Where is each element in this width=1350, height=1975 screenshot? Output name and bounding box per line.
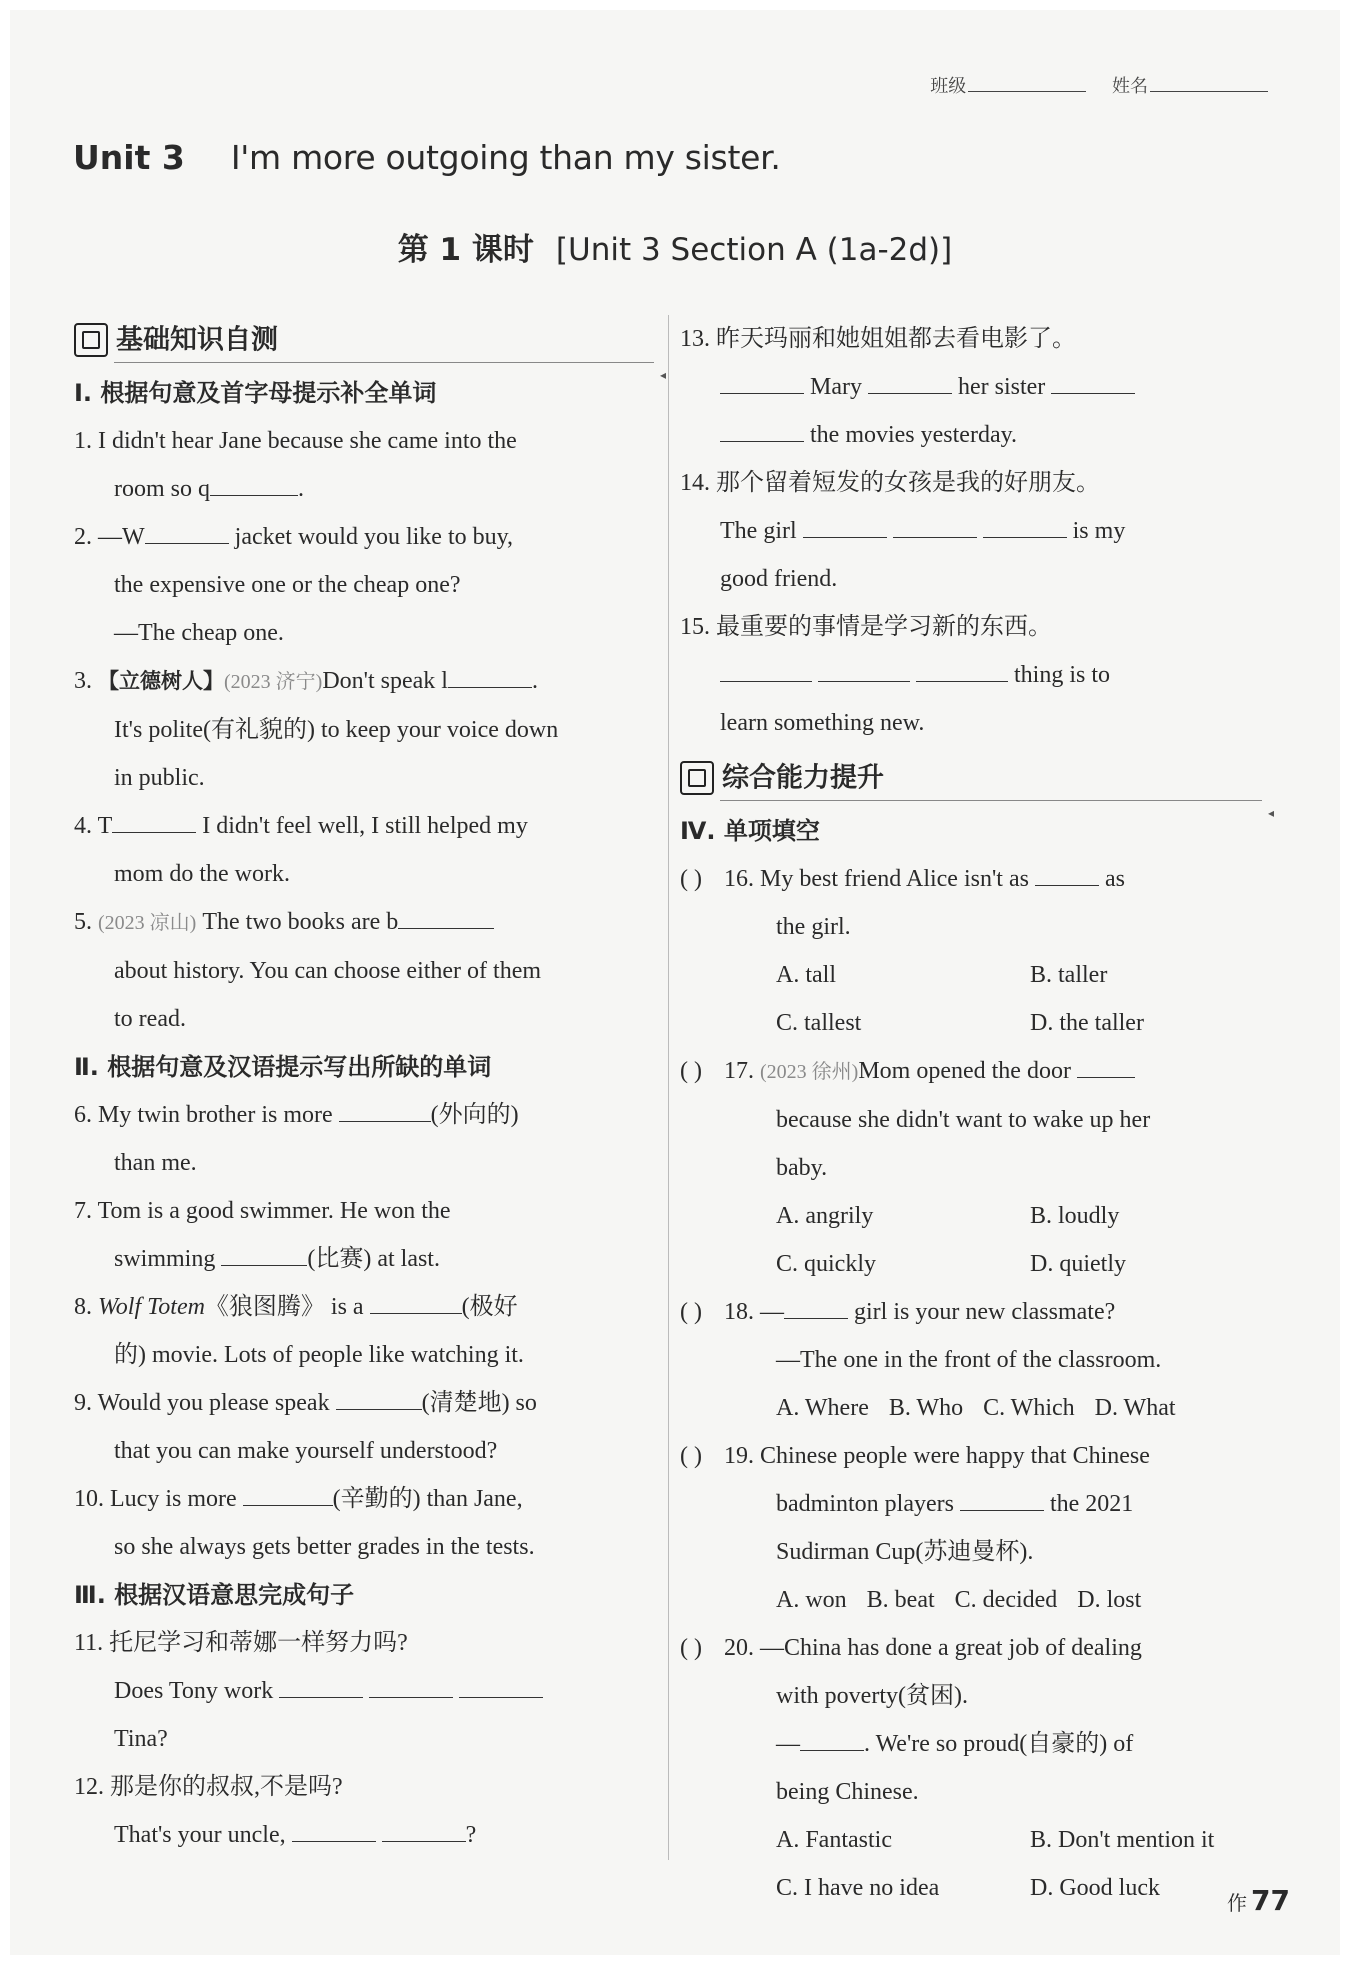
answer-blank[interactable] [398, 902, 494, 929]
answer-blank[interactable] [720, 367, 804, 394]
answer-paren[interactable]: ( ) [680, 866, 702, 892]
answer-blank[interactable] [1035, 859, 1099, 886]
question-10 [74, 1475, 664, 1571]
page-prefix: 作 [1227, 1891, 1248, 1915]
part-2-title: Ⅱ. 根据句意及汉语提示写出所缺的单词 [74, 1053, 492, 1081]
section-rule [114, 362, 654, 363]
q8-hint: (极好 [461, 1294, 518, 1320]
section-icon [680, 761, 714, 795]
question-16 [680, 855, 1272, 1047]
q3-line-3: in public. [114, 765, 205, 791]
q1-end: . [298, 476, 304, 502]
q2-line-2: the expensive one or the cheap one? [114, 572, 461, 598]
option-c[interactable]: C. I have no idea [776, 1875, 940, 1901]
q6-hint: (外向的) [430, 1102, 519, 1128]
option-d[interactable]: D. quietly [1030, 1251, 1126, 1277]
question-20 [680, 1624, 1272, 1912]
question-5 [74, 898, 664, 1043]
question-3 [74, 657, 664, 802]
answer-blank[interactable] [893, 511, 977, 538]
q2-start: 2. —W [74, 524, 145, 550]
q11-prompt: 11. 托尼学习和蒂娜一样努力吗? [74, 1630, 408, 1656]
q16-line-2: the girl. [776, 914, 851, 940]
q2-answer: —The cheap one. [114, 620, 284, 646]
answer-blank[interactable] [448, 661, 532, 688]
q14-prompt: 14. 那个留着短发的女孩是我的好朋友。 [680, 470, 1100, 496]
answer-blank[interactable] [983, 511, 1067, 538]
option-d[interactable]: D. the taller [1030, 1010, 1144, 1036]
q12-text: That's your uncle, [114, 1822, 286, 1848]
question-11 [74, 1619, 664, 1763]
section-advanced-title: 综合能力提升 [722, 762, 884, 794]
answer-paren[interactable]: ( ) [680, 1058, 702, 1084]
section-basic-title: 基础知识自测 [116, 324, 278, 356]
answer-blank[interactable] [210, 469, 298, 496]
answer-blank[interactable] [868, 367, 952, 394]
answer-paren[interactable]: ( ) [680, 1635, 702, 1661]
worksheet-page [10, 10, 1340, 1955]
question-4 [74, 802, 664, 898]
lesson-heading [10, 224, 1340, 269]
option-b[interactable]: B. taller [1030, 962, 1108, 988]
q13-prompt: 13. 昨天玛丽和她姐姐都去看电影了。 [680, 326, 1076, 352]
answer-blank[interactable] [370, 1287, 462, 1314]
q15-line-3: learn something new. [720, 710, 925, 736]
q11-line-3: Tina? [114, 1726, 168, 1752]
option-d[interactable]: D. What [1094, 1395, 1176, 1421]
q16-text-2: as [1104, 866, 1125, 892]
section-rule [720, 800, 1262, 801]
q15-text: thing is to [1014, 662, 1111, 688]
q5-num: 5. [74, 909, 98, 935]
q14-text: The girl [720, 518, 797, 544]
option-c[interactable]: C. tallest [776, 1010, 862, 1036]
q7-hint: (比赛) at last. [307, 1246, 440, 1272]
section-basic-header [74, 315, 664, 365]
q12-end: ? [465, 1822, 477, 1848]
class-label: 班级 [930, 76, 967, 97]
question-18 [680, 1288, 1272, 1432]
answer-blank[interactable] [221, 1239, 307, 1266]
q12-prompt: 12. 那是你的叔叔,不是吗? [74, 1774, 343, 1800]
q18-start: 18. — [724, 1299, 784, 1325]
option-a[interactable]: A. won [776, 1587, 847, 1613]
question-7 [74, 1187, 664, 1283]
question-12 [74, 1763, 664, 1859]
q6-text: 6. My twin brother is more [74, 1102, 333, 1128]
q5-line-3: to read. [114, 1006, 186, 1032]
unit-label: Unit 3 [73, 138, 185, 177]
q5-text: The two books are b [196, 909, 399, 935]
answer-blank[interactable] [916, 655, 1008, 682]
option-d[interactable]: D. Good luck [1030, 1875, 1160, 1901]
q17-line-2: because she didn't want to wake up her [776, 1107, 1151, 1133]
q17-num: 17. [724, 1058, 760, 1084]
answer-blank[interactable] [960, 1484, 1044, 1511]
page-number-value: 77 [1251, 1884, 1290, 1917]
q9-line-2: that you can make yourself understood? [114, 1438, 498, 1464]
q17-source: (2023 徐州) [760, 1061, 859, 1083]
option-d[interactable]: D. lost [1077, 1587, 1142, 1613]
q1-line-1: 1. I didn't hear Jane because she came into the [74, 428, 517, 454]
option-c[interactable]: C. decided [954, 1587, 1058, 1613]
option-c[interactable]: C. quickly [776, 1251, 876, 1277]
q7-text: swimming [114, 1246, 216, 1272]
q1-text: room so q [114, 476, 210, 502]
q20-line-2: with poverty(贫困). [776, 1683, 968, 1709]
answer-blank[interactable] [279, 1671, 363, 1698]
answer-blank[interactable] [292, 1815, 376, 1842]
q18-text: girl is your new classmate? [854, 1299, 1116, 1325]
option-b[interactable]: B. Don't mention it [1030, 1827, 1215, 1853]
option-b[interactable]: B. Who [888, 1395, 964, 1421]
lesson-label: 第 1 课时 [397, 232, 534, 268]
question-1 [74, 417, 664, 513]
answer-blank[interactable] [112, 806, 196, 833]
question-17 [680, 1047, 1272, 1288]
part-3-title: Ⅲ. 根据汉语意思完成句子 [74, 1581, 355, 1609]
q7-line-1: 7. Tom is a good swimmer. He won the [74, 1198, 451, 1224]
q20-line-4: being Chinese. [776, 1779, 919, 1805]
q4-start: 4. T [74, 813, 113, 839]
question-8 [74, 1283, 664, 1379]
q18-line-2: —The one in the front of the classroom. [776, 1347, 1162, 1373]
q19-line-3: Sudirman Cup(苏迪曼杯). [776, 1539, 1034, 1565]
q8-text: 《狼图腾》 is a [204, 1294, 364, 1320]
q4-rest: I didn't feel well, I still helped my [196, 813, 528, 839]
q20-text: 20. —China has done a great job of dealing [724, 1635, 1142, 1661]
q8-num: 8. [74, 1294, 98, 1320]
q8-title: Wolf Totem [98, 1294, 205, 1320]
q4-line-2: mom do the work. [114, 861, 290, 887]
q3-text: Don't speak l [322, 668, 448, 694]
student-info-header [930, 72, 1268, 98]
answer-blank[interactable] [336, 1383, 422, 1410]
q10-hint: (辛勤的) than Jane, [332, 1486, 523, 1512]
question-19 [680, 1432, 1272, 1624]
q2-rest: jacket would you like to buy, [228, 524, 514, 550]
answer-paren[interactable]: ( ) [680, 1443, 702, 1469]
q8-line-2: 的) movie. Lots of people like watching it. [114, 1342, 524, 1368]
q9-hint: (清楚地) so [421, 1390, 537, 1416]
answer-blank[interactable] [800, 1724, 864, 1751]
answer-paren[interactable]: ( ) [680, 1299, 702, 1325]
q16-text: 16. My best friend Alice isn't as [724, 866, 1029, 892]
right-column [680, 315, 1272, 1912]
q3-end: . [531, 668, 538, 694]
q13-text-3: the movies yesterday. [810, 422, 1018, 448]
question-6 [74, 1091, 664, 1187]
unit-heading [73, 138, 781, 177]
q3-line-2: It's polite(有礼貌的) to keep your voice down [114, 717, 559, 743]
question-2 [74, 513, 664, 657]
q15-prompt: 15. 最重要的事情是学习新的东西。 [680, 614, 1052, 640]
part-4-title: Ⅳ. 单项填空 [680, 817, 820, 845]
q3-source: (2023 济宁) [224, 671, 323, 693]
q11-text: Does Tony work [114, 1678, 274, 1704]
q20-text-3: . We're so proud(自豪的) of [864, 1731, 1134, 1757]
q19-text-2: badminton players [776, 1491, 954, 1517]
class-field[interactable] [968, 91, 1086, 92]
q10-line-2: so she always gets better grades in the tests. [114, 1534, 535, 1560]
q17-line-3: baby. [776, 1155, 828, 1181]
left-column [74, 315, 664, 1859]
answer-blank[interactable] [1077, 1051, 1135, 1078]
answer-blank[interactable] [803, 511, 887, 538]
q6-line-2: than me. [114, 1150, 197, 1176]
answer-blank[interactable] [784, 1292, 848, 1319]
question-9 [74, 1379, 664, 1475]
option-c[interactable]: C. Which [983, 1395, 1075, 1421]
answer-blank[interactable] [818, 655, 910, 682]
q14-text-2: is my [1072, 518, 1126, 544]
q10-text: 10. Lucy is more [74, 1486, 237, 1512]
answer-blank[interactable] [369, 1671, 453, 1698]
q13-text-2: her sister [957, 374, 1046, 400]
question-14 [680, 459, 1272, 603]
q3-num: 3. [74, 668, 98, 694]
section-icon [74, 323, 108, 357]
unit-title: I'm more outgoing than my sister. [230, 138, 781, 177]
answer-blank[interactable] [382, 1815, 466, 1842]
answer-blank[interactable] [720, 655, 812, 682]
option-b[interactable]: B. loudly [1030, 1203, 1120, 1229]
answer-blank[interactable] [1051, 367, 1135, 394]
option-b[interactable]: B. beat [866, 1587, 935, 1613]
q5-source: (2023 凉山) [98, 912, 197, 934]
column-divider [668, 315, 669, 1860]
option-a[interactable]: A. Where [776, 1395, 869, 1421]
q19-text-3: the 2021 [1049, 1491, 1134, 1517]
name-field[interactable] [1150, 91, 1268, 92]
question-15 [680, 603, 1272, 747]
q9-text: 9. Would you please speak [74, 1390, 330, 1416]
option-a[interactable]: A. angrily [776, 1203, 874, 1229]
answer-blank[interactable] [145, 517, 229, 544]
name-label: 姓名 [1112, 76, 1148, 97]
option-a[interactable]: A. tall [776, 962, 836, 988]
answer-blank[interactable] [339, 1095, 431, 1122]
question-13 [680, 315, 1272, 459]
section-advanced-header [680, 753, 1272, 803]
q17-text: Mom opened the door [858, 1058, 1071, 1084]
option-a[interactable]: A. Fantastic [776, 1827, 892, 1853]
q14-line-3: good friend. [720, 566, 838, 592]
answer-blank[interactable] [720, 415, 804, 442]
lesson-section: [Unit 3 Section A (1a-2d)] [555, 232, 953, 268]
q20-dash: — [776, 1731, 800, 1757]
answer-blank[interactable] [243, 1479, 333, 1506]
page-number [1227, 1884, 1290, 1917]
answer-blank[interactable] [459, 1671, 543, 1698]
q5-line-2: about history. You can choose either of them [114, 958, 542, 984]
q3-tag: 【立德树人】 [98, 669, 224, 693]
q13-text-1: Mary [810, 374, 862, 400]
part-1-title: Ⅰ. 根据句意及首字母提示补全单词 [74, 379, 437, 407]
q19-text: 19. Chinese people were happy that Chinese [724, 1443, 1150, 1469]
